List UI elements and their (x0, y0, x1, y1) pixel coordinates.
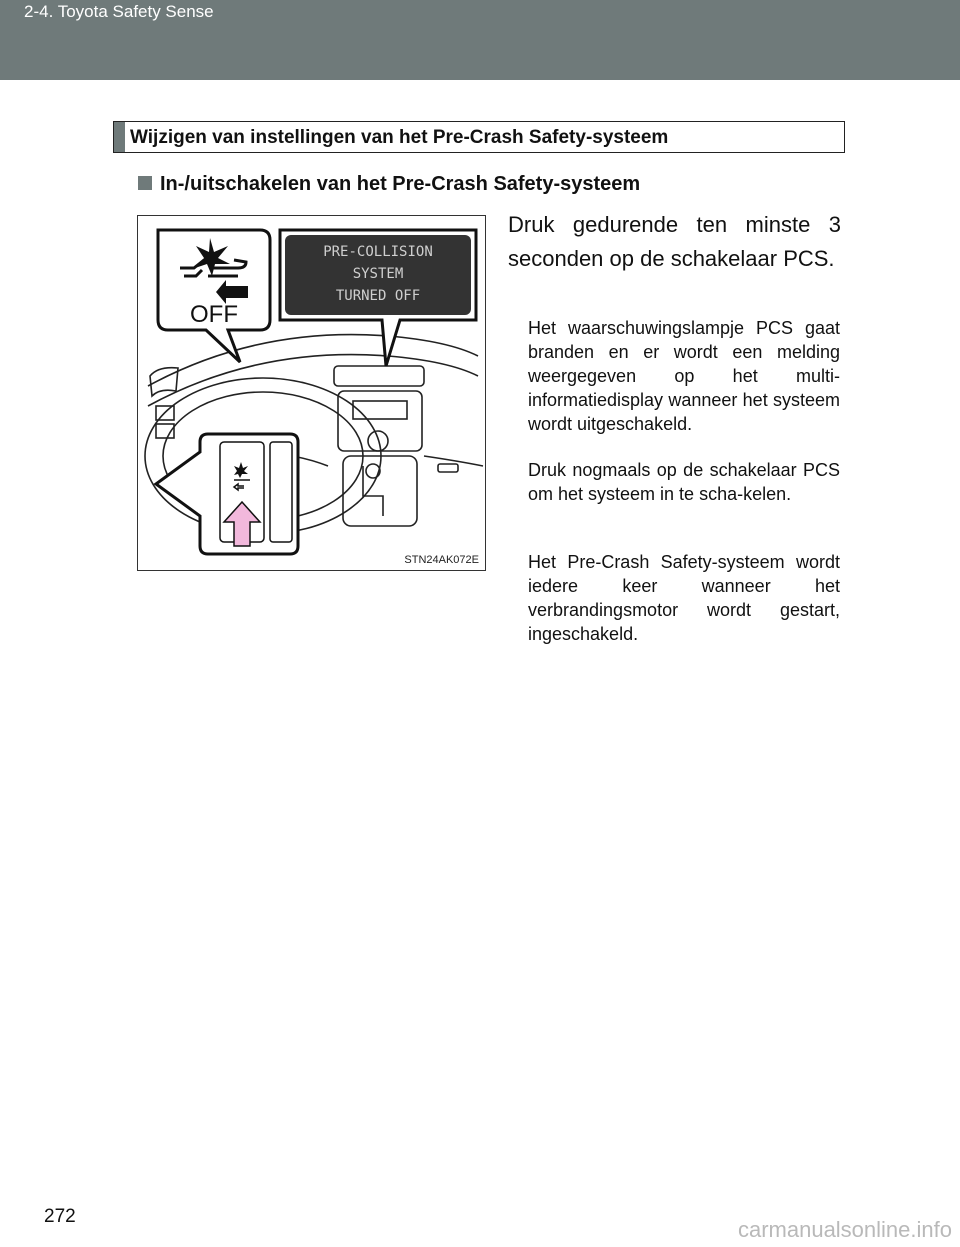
pcs-off-callout (158, 230, 270, 362)
display-line-3: TURNED OFF (335, 288, 421, 304)
display-line-1: PRE-COLLISION (323, 244, 433, 260)
square-bullet-icon (138, 176, 152, 190)
page-number: 272 (44, 1206, 76, 1227)
section-title-box (113, 121, 845, 153)
vent (334, 366, 424, 386)
dashboard-drawing (138, 216, 487, 572)
header-band (0, 0, 960, 80)
instruction-text: Druk gedurende ten minste 3 seconden op de schakelaar PCS. (508, 212, 841, 271)
note-3: Het Pre-Crash Safety-systeem wordt iedere keer wanneer het verbrandingsmotor wordt gestart, ingeschakeld. (528, 552, 840, 644)
note-1: Het waarschuwingslampje PCS gaat branden en er wordt een melding weergegeven op het multi-informatiedisplay wanneer het systeem wordt uitgeschakeld. (528, 318, 840, 434)
watermark: carmanualsonline.info (737, 1217, 952, 1242)
audio-unit (338, 391, 422, 451)
off-label: OFF (190, 301, 238, 328)
figure-code: STN24AK072E (404, 554, 479, 566)
note-2: Druk nogmaals op de schakelaar PCS om het systeem in te scha-kelen. (528, 460, 840, 504)
display-line-2: SYSTEM (352, 266, 404, 282)
switch-callout (156, 434, 298, 554)
subheading (138, 173, 640, 196)
dash-top-line (148, 335, 478, 386)
section-label: 2-4. Toyota Safety Sense (24, 2, 214, 21)
callout-bubble (158, 230, 270, 362)
dashboard-illustration (137, 215, 486, 571)
section-title-bar (114, 122, 125, 152)
subheading-text: In-/uitschakelen van het Pre-Crash Safety-systeem (160, 173, 641, 195)
section-title: Wijzigen van instellingen van het Pre-Crash Safety-systeem (130, 127, 669, 148)
